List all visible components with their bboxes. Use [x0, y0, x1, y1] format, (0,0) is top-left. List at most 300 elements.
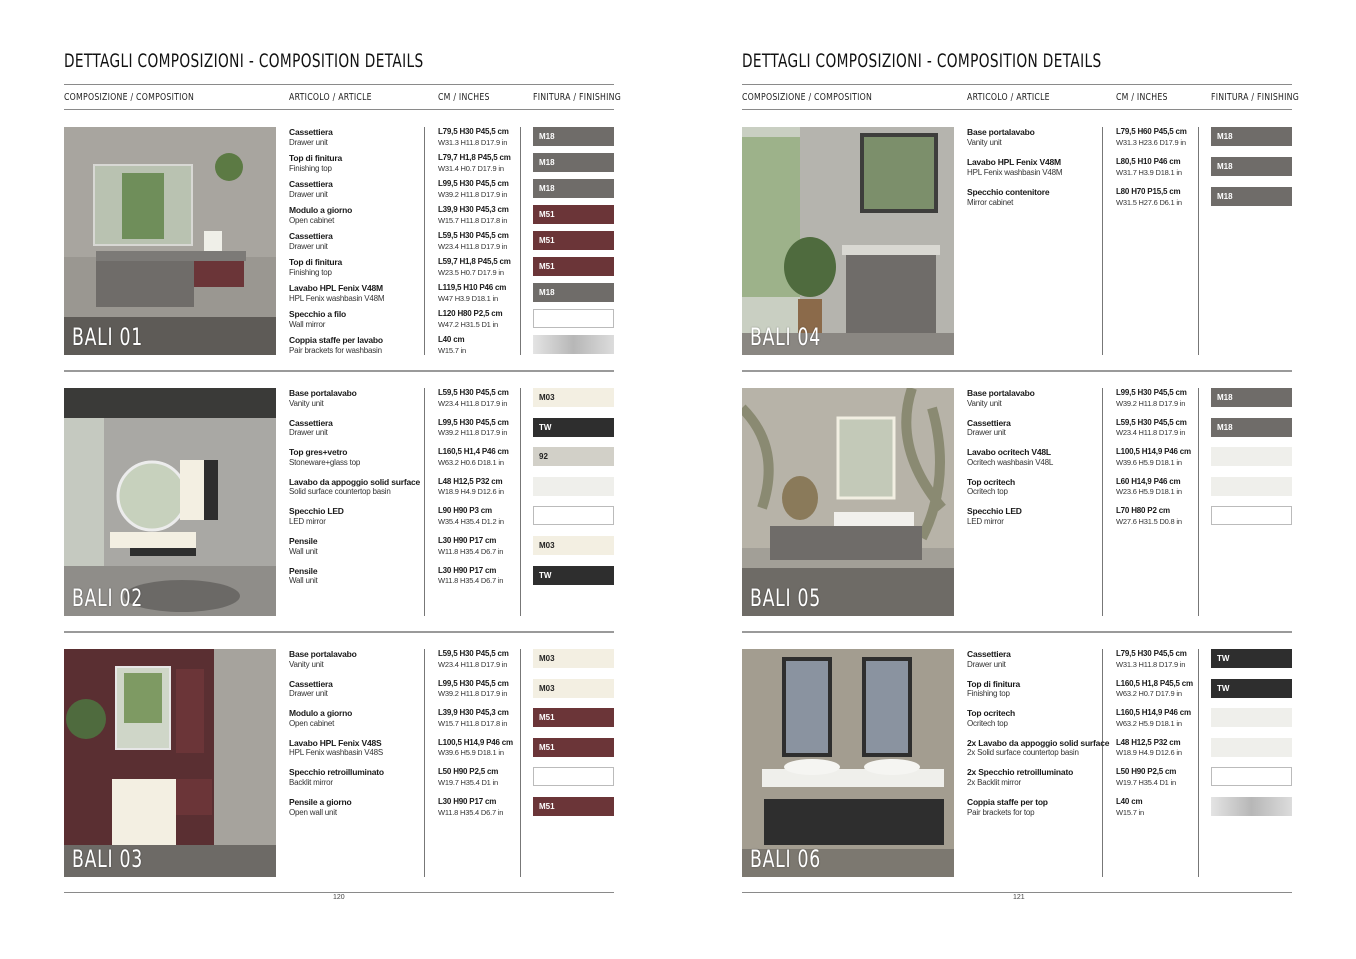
finish-swatch: M18: [533, 153, 614, 172]
composition-label: BALI 03: [72, 845, 143, 873]
dimensions-cell: [438, 738, 530, 759]
header-finish: FINITURA / FINISHING: [1211, 92, 1300, 103]
article-cell: [289, 205, 419, 226]
finish-swatch: M03: [533, 679, 614, 698]
dimensions-inches: W63.2 H5.9 D18.1 in: [1116, 718, 1182, 728]
page-title: DETTAGLI COMPOSIZIONI - COMPOSITION DETAILS: [742, 50, 1102, 72]
header-article: ARTICOLO / ARTICLE: [967, 92, 1050, 103]
composition-label: BALI 01: [72, 323, 143, 351]
dimensions-cm: L79,5 H30 P45,5 cm: [438, 127, 509, 136]
article-name-it: Lavabo da appoggio solid surface: [289, 476, 421, 487]
article-name-en: 2x Backlit mirror: [967, 777, 1021, 787]
article-name-it: Lavabo HPL Fenix V48M: [967, 157, 1061, 167]
article-cell: [289, 708, 419, 729]
dimensions-cm: L39,9 H30 P45,3 cm: [438, 708, 509, 718]
dimensions-cm: L160,5 H14,9 P46 cm: [1116, 708, 1191, 718]
article-name-it: Cassettiera: [967, 417, 1011, 428]
dimensions-cm: L119,5 H10 P46 cm: [438, 283, 507, 292]
article-name-it: Base portalavabo: [967, 388, 1035, 398]
dimensions-cell: [1116, 797, 1208, 818]
dimensions-cm: L120 H80 P2,5 cm: [438, 309, 503, 318]
composition-label: BALI 05: [750, 584, 821, 612]
dimensions-cm: L100,5 H14,9 P46 cm: [1116, 447, 1191, 457]
finish-swatch: M18: [1211, 388, 1292, 407]
left-page: [64, 0, 622, 959]
article-name-en: Finishing top: [967, 689, 1010, 699]
article-name-en: Drawer unit: [289, 241, 328, 251]
article-name-en: Pair brackets for washbasin: [289, 345, 382, 355]
article-name-it: Top di finitura: [289, 257, 343, 267]
article-cell: [289, 283, 419, 304]
finish-swatch: [1211, 767, 1292, 786]
article-name-en: HPL Fenix washbasin V48M: [289, 293, 385, 303]
dimensions-cell: [438, 388, 530, 409]
finish-swatch: M03: [533, 388, 614, 407]
finish-swatch: M18: [533, 127, 614, 146]
dimensions-cm: L99,5 H30 P45,5 cm: [438, 417, 509, 427]
article-row: [64, 566, 614, 590]
article-name-it: Top gres+vetro: [289, 447, 348, 458]
article-cell: [967, 767, 1097, 788]
article-row: [742, 388, 1292, 412]
article-cell: [289, 767, 419, 788]
article-cell: [289, 309, 419, 330]
dimensions-cell: [438, 797, 530, 818]
dimensions-cm: L160,5 H1,8 P45,5 cm: [1116, 678, 1193, 688]
finish-swatch: TW: [533, 418, 614, 437]
dimensions-inches: W47 H3.9 D18.1 in: [438, 293, 498, 303]
article-cell: [289, 566, 419, 587]
dimensions-cm: L48 H12,5 P32 cm: [438, 476, 503, 486]
article-cell: [289, 388, 419, 409]
article-row: [64, 447, 614, 471]
finish-swatch: [1211, 797, 1292, 816]
article-name-it: Lavabo HPL Fenix V48M: [289, 283, 383, 293]
finish-swatch: [533, 309, 614, 328]
dimensions-inches: W31.3 H23.6 D17.9 in: [1116, 137, 1186, 147]
dimensions-cell: [438, 767, 530, 788]
article-row: [64, 738, 614, 762]
finish-swatch: [533, 477, 614, 496]
article-name-it: Top ocritech: [967, 476, 1015, 487]
article-name-it: Cassettiera: [289, 231, 333, 241]
header-dims: CM / INCHES: [438, 92, 490, 103]
article-name-en: Open cabinet: [289, 215, 335, 225]
article-cell: [967, 708, 1097, 729]
dimensions-cell: [1116, 738, 1208, 759]
dimensions-cm: L90 H90 P3 cm: [438, 506, 492, 516]
finish-swatch: M18: [1211, 127, 1292, 146]
article-row: [742, 447, 1292, 471]
finish-swatch: [533, 506, 614, 525]
dimensions-cell: [438, 418, 530, 439]
article-name-en: Solid surface countertop basin: [289, 487, 391, 497]
article-name-it: Specchio contenitore: [967, 187, 1050, 197]
dimensions-cell: [1116, 767, 1208, 788]
article-name-it: Top di finitura: [289, 153, 343, 163]
article-name-it: Cassettiera: [289, 127, 333, 137]
dimensions-cm: L79,7 H1,8 P45,5 cm: [438, 153, 511, 162]
section-bali-04: [742, 127, 1292, 355]
dimensions-inches: W15.7 H11.8 D17.8 in: [438, 718, 508, 728]
article-row: [64, 153, 614, 177]
dimensions-inches: W39.2 H11.8 D17.9 in: [438, 689, 508, 699]
section-bali-01: [64, 127, 614, 355]
article-name-it: Modulo a giorno: [289, 708, 353, 719]
dimensions-cell: [1116, 127, 1208, 148]
article-name-it: 2x Lavabo da appoggio solid surface: [967, 737, 1110, 748]
finish-swatch: TW: [1211, 649, 1292, 668]
article-name-it: Coppia staffe per top: [967, 797, 1048, 807]
article-name-en: Pair brackets for top: [967, 807, 1035, 817]
article-name-it: Specchio LED: [289, 506, 344, 517]
header-article: ARTICOLO / ARTICLE: [289, 92, 372, 103]
article-name-en: Backlit mirror: [289, 777, 333, 787]
finish-swatch: M18: [1211, 157, 1292, 176]
finish-swatch: M51: [533, 708, 614, 727]
dimensions-cell: [438, 309, 530, 330]
article-cell: [967, 447, 1097, 468]
article-row: [742, 506, 1292, 530]
dimensions-cell: [1116, 447, 1208, 468]
section-rule: [64, 631, 614, 633]
section-bali-02: [64, 388, 614, 616]
dimensions-inches: W39.6 H5.9 D18.1 in: [1116, 457, 1182, 467]
dimensions-cell: [438, 127, 530, 148]
dimensions-inches: W47.2 H31.5 D1 in: [438, 319, 498, 329]
article-cell: [289, 797, 419, 818]
dimensions-inches: W23.4 H11.8 D17.9 in: [438, 398, 508, 408]
article-name-en: LED mirror: [967, 516, 1004, 526]
article-row: [64, 767, 614, 791]
finish-swatch: M18: [533, 283, 614, 302]
dimensions-cm: L99,5 H30 P45,5 cm: [438, 179, 509, 188]
page-title: DETTAGLI COMPOSIZIONI - COMPOSITION DETAILS: [64, 50, 424, 72]
dimensions-cell: [438, 447, 530, 468]
dimensions-cell: [438, 536, 530, 557]
finish-swatch: 92: [533, 447, 614, 466]
article-name-it: 2x Specchio retroilluminato: [967, 767, 1074, 778]
article-row: [64, 231, 614, 255]
article-name-it: Modulo a giorno: [289, 205, 353, 215]
article-cell: [289, 127, 419, 148]
article-name-it: Pensile a giorno: [289, 797, 352, 807]
article-row: [64, 283, 614, 307]
dimensions-cm: L160,5 H1,4 P46 cm: [438, 447, 509, 457]
article-cell: [967, 649, 1097, 670]
dimensions-cm: L99,5 H30 P45,5 cm: [1116, 388, 1187, 397]
dimensions-cell: [438, 205, 530, 226]
dimensions-cell: [438, 477, 530, 498]
article-cell: [289, 179, 419, 200]
article-name-it: Base portalavabo: [289, 388, 357, 398]
finish-swatch: M51: [533, 205, 614, 224]
dimensions-inches: W31.4 H0.7 D17.9 in: [438, 163, 504, 173]
dimensions-cm: L99,5 H30 P45,5 cm: [438, 678, 509, 688]
article-row: [742, 649, 1292, 673]
dimensions-inches: W39.2 H11.8 D17.9 in: [438, 189, 508, 199]
dimensions-cm: L30 H90 P17 cm: [438, 536, 497, 545]
header-composition: COMPOSIZIONE / COMPOSITION: [742, 92, 873, 103]
title-rule: [64, 84, 614, 85]
dimensions-inches: W11.8 H35.4 D6.7 in: [438, 807, 504, 817]
finish-swatch: M03: [533, 536, 614, 555]
section-bali-03: [64, 649, 614, 877]
article-name-en: Drawer unit: [289, 137, 328, 147]
article-row: [64, 506, 614, 530]
article-cell: [289, 649, 419, 670]
article-row: [64, 179, 614, 203]
dimensions-inches: W19.7 H35.4 D1 in: [438, 777, 498, 787]
article-name-en: Ocritech top: [967, 487, 1008, 497]
article-name-it: Cassettiera: [289, 179, 333, 189]
article-name-en: Wall unit: [289, 546, 318, 556]
dimensions-inches: W23.5 H0.7 D17.9 in: [438, 267, 504, 277]
dimensions-cm: L59,5 H30 P45,5 cm: [1116, 417, 1187, 427]
finish-swatch: M03: [533, 649, 614, 668]
article-row: [742, 477, 1292, 501]
dimensions-inches: W31.7 H3.9 D18.1 in: [1116, 167, 1182, 177]
article-name-en: HPL Fenix washbasin V48M: [967, 167, 1063, 177]
article-name-en: Finishing top: [289, 267, 332, 277]
title-rule: [742, 84, 1292, 85]
header-rule: [742, 109, 1292, 110]
dimensions-cell: [438, 679, 530, 700]
dimensions-inches: W11.8 H35.4 D6.7 in: [438, 576, 504, 586]
article-cell: [289, 536, 419, 557]
article-row: [742, 127, 1292, 151]
article-cell: [967, 737, 1110, 759]
article-name-it: Cassettiera: [967, 649, 1011, 659]
header-dims: CM / INCHES: [1116, 92, 1168, 103]
article-name-en: Stoneware+glass top: [289, 457, 361, 467]
article-cell: [967, 679, 1097, 700]
dimensions-cm: L100,5 H14,9 P46 cm: [438, 737, 513, 747]
article-cell: [967, 418, 1097, 439]
dimensions-inches: W11.8 H35.4 D6.7 in: [438, 546, 504, 556]
dimensions-inches: W15.7 in: [438, 345, 466, 355]
dimensions-cell: [1116, 418, 1208, 439]
dimensions-cell: [1116, 708, 1208, 729]
dimensions-cm: L30 H90 P17 cm: [438, 797, 497, 806]
article-name-en: Drawer unit: [967, 659, 1006, 669]
dimensions-cell: [438, 708, 530, 729]
finish-swatch: [1211, 738, 1292, 757]
dimensions-cell: [438, 649, 530, 670]
article-row: [742, 418, 1292, 442]
dimensions-inches: W23.4 H11.8 D17.9 in: [1116, 428, 1186, 438]
article-name-en: 2x Solid surface countertop basin: [967, 748, 1079, 758]
header-composition: COMPOSIZIONE / COMPOSITION: [64, 92, 195, 103]
article-name-en: Vanity unit: [967, 137, 1002, 147]
finish-swatch: M18: [1211, 418, 1292, 437]
finish-swatch: [1211, 477, 1292, 496]
article-row: [64, 388, 614, 412]
article-row: [64, 536, 614, 560]
article-name-it: Top ocritech: [967, 708, 1015, 719]
dimensions-cell: [1116, 477, 1208, 498]
dimensions-inches: W15.7 H11.8 D17.8 in: [438, 215, 508, 225]
article-cell: [289, 447, 419, 468]
dimensions-inches: W39.6 H5.9 D18.1 in: [438, 748, 504, 758]
article-cell: [967, 388, 1097, 409]
dimensions-cm: L48 H12,5 P32 cm: [1116, 737, 1181, 747]
article-name-it: Specchio retroilluminato: [289, 767, 384, 778]
article-row: [64, 797, 614, 821]
dimensions-inches: W18.9 H4.9 D12.6 in: [1116, 748, 1182, 758]
finish-swatch: M51: [533, 231, 614, 250]
finish-swatch: [533, 335, 614, 354]
article-name-en: Ocritech top: [967, 718, 1008, 728]
article-name-it: Cassettiera: [289, 417, 333, 428]
dimensions-cm: L50 H90 P2,5 cm: [1116, 767, 1177, 777]
section-bali-06: [742, 649, 1292, 877]
dimensions-cell: [1116, 649, 1208, 670]
dimensions-cell: [438, 506, 530, 527]
dimensions-cell: [438, 335, 530, 356]
dimensions-cm: L30 H90 P17 cm: [438, 565, 497, 575]
article-cell: [967, 157, 1097, 178]
article-cell: [289, 418, 419, 439]
article-name-en: LED mirror: [289, 516, 326, 526]
article-name-it: Lavabo ocritech V48L: [967, 447, 1051, 458]
article-cell: [967, 797, 1097, 818]
dimensions-cm: L80 H70 P15,5 cm: [1116, 187, 1181, 196]
article-row: [742, 767, 1292, 791]
article-name-en: Mirror cabinet: [967, 197, 1014, 207]
article-cell: [967, 506, 1097, 527]
article-cell: [967, 477, 1097, 498]
article-name-it: Base portalavabo: [967, 127, 1035, 137]
finish-swatch: TW: [1211, 679, 1292, 698]
composition-label: BALI 02: [72, 584, 143, 612]
dimensions-cell: [438, 153, 530, 174]
article-row: [742, 797, 1292, 821]
finish-swatch: [1211, 506, 1292, 525]
article-name-it: Cassettiera: [289, 678, 333, 689]
article-row: [64, 205, 614, 229]
finish-swatch: M51: [533, 257, 614, 276]
article-row: [742, 738, 1292, 762]
finish-swatch: [1211, 708, 1292, 727]
section-rule: [742, 370, 1292, 372]
dimensions-cm: L59,5 H30 P45,5 cm: [438, 231, 509, 240]
dimensions-cm: L60 H14,9 P46 cm: [1116, 476, 1181, 486]
article-name-it: Top di finitura: [967, 678, 1021, 689]
article-name-it: Lavabo HPL Fenix V48S: [289, 737, 382, 748]
dimensions-inches: W31.5 H27.6 D6.1 in: [1116, 197, 1182, 207]
dimensions-cm: L59,5 H30 P45,5 cm: [438, 388, 509, 397]
article-row: [64, 708, 614, 732]
dimensions-inches: W31.3 H11.8 D17.9 in: [1116, 659, 1186, 669]
dimensions-cell: [438, 257, 530, 278]
dimensions-inches: W23.4 H11.8 D17.9 in: [438, 241, 508, 251]
article-name-en: Ocritech washbasin V48L: [967, 457, 1054, 467]
dimensions-cm: L59,5 H30 P45,5 cm: [438, 649, 509, 658]
article-name-en: Open cabinet: [289, 718, 335, 728]
dimensions-cm: L79,5 H60 P45,5 cm: [1116, 127, 1187, 136]
dimensions-cm: L40 cm: [438, 335, 465, 344]
article-name-en: Drawer unit: [289, 428, 328, 438]
finish-swatch: [533, 767, 614, 786]
footer-rule: [64, 892, 614, 893]
article-row: [64, 309, 614, 333]
article-name-en: Drawer unit: [289, 689, 328, 699]
article-name-en: Vanity unit: [289, 398, 324, 408]
article-row: [64, 127, 614, 151]
section-rule: [742, 631, 1292, 633]
dimensions-inches: W15.7 in: [1116, 807, 1144, 817]
article-name-en: Vanity unit: [967, 398, 1002, 408]
article-row: [742, 157, 1292, 181]
dimensions-inches: W19.7 H35.4 D1 in: [1116, 777, 1176, 787]
dimensions-cell: [438, 283, 530, 304]
article-name-it: Specchio LED: [967, 506, 1022, 517]
dimensions-cm: L80,5 H10 P46 cm: [1116, 157, 1181, 166]
dimensions-cm: L59,7 H1,8 P45,5 cm: [438, 257, 511, 266]
article-cell: [289, 231, 419, 252]
dimensions-cell: [438, 231, 530, 252]
dimensions-cm: L70 H80 P2 cm: [1116, 506, 1170, 516]
article-name-en: Wall mirror: [289, 319, 326, 329]
dimensions-inches: W39.2 H11.8 D17.9 in: [438, 428, 508, 438]
article-name-en: Drawer unit: [289, 189, 328, 199]
dimensions-inches: W39.2 H11.8 D17.9 in: [1116, 398, 1186, 408]
composition-label: BALI 04: [750, 323, 821, 351]
article-name-en: Open wall unit: [289, 807, 337, 817]
article-cell: [289, 335, 419, 356]
dimensions-cell: [1116, 506, 1208, 527]
article-row: [64, 477, 614, 501]
dimensions-cell: [438, 179, 530, 200]
article-row: [64, 679, 614, 703]
article-name-en: Finishing top: [289, 163, 332, 173]
article-name-it: Pensile: [289, 536, 318, 546]
article-row: [742, 187, 1292, 211]
dimensions-inches: W35.4 H35.4 D1.2 in: [438, 516, 504, 526]
finish-swatch: M18: [1211, 187, 1292, 206]
article-cell: [967, 187, 1097, 208]
article-row: [742, 708, 1292, 732]
article-name-en: HPL Fenix washbasin V48S: [289, 748, 384, 758]
dimensions-cm: L79,5 H30 P45,5 cm: [1116, 649, 1187, 658]
article-cell: [967, 127, 1097, 148]
dimensions-inches: W31.3 H11.8 D17.9 in: [438, 137, 508, 147]
dimensions-cm: L50 H90 P2,5 cm: [438, 767, 499, 777]
article-cell: [289, 506, 419, 527]
article-cell: [289, 477, 419, 498]
article-name-it: Coppia staffe per lavabo: [289, 335, 383, 345]
header-finish: FINITURA / FINISHING: [533, 92, 622, 103]
composition-label: BALI 06: [750, 845, 821, 873]
right-page: [742, 0, 1300, 959]
article-row: [64, 335, 614, 359]
article-row: [64, 257, 614, 281]
dimensions-cm: L40 cm: [1116, 797, 1143, 806]
dimensions-inches: W63.2 H0.7 D17.9 in: [1116, 689, 1182, 699]
finish-swatch: TW: [533, 566, 614, 585]
dimensions-cell: [1116, 187, 1208, 208]
section-rule: [64, 370, 614, 372]
header-rule: [64, 109, 614, 110]
finish-swatch: M18: [533, 179, 614, 198]
section-bali-05: [742, 388, 1292, 616]
dimensions-cell: [438, 566, 530, 587]
finish-swatch: M51: [533, 738, 614, 757]
footer-rule: [742, 892, 1292, 893]
page-number: 121: [1013, 894, 1025, 901]
article-name-it: Specchio a filo: [289, 309, 346, 319]
